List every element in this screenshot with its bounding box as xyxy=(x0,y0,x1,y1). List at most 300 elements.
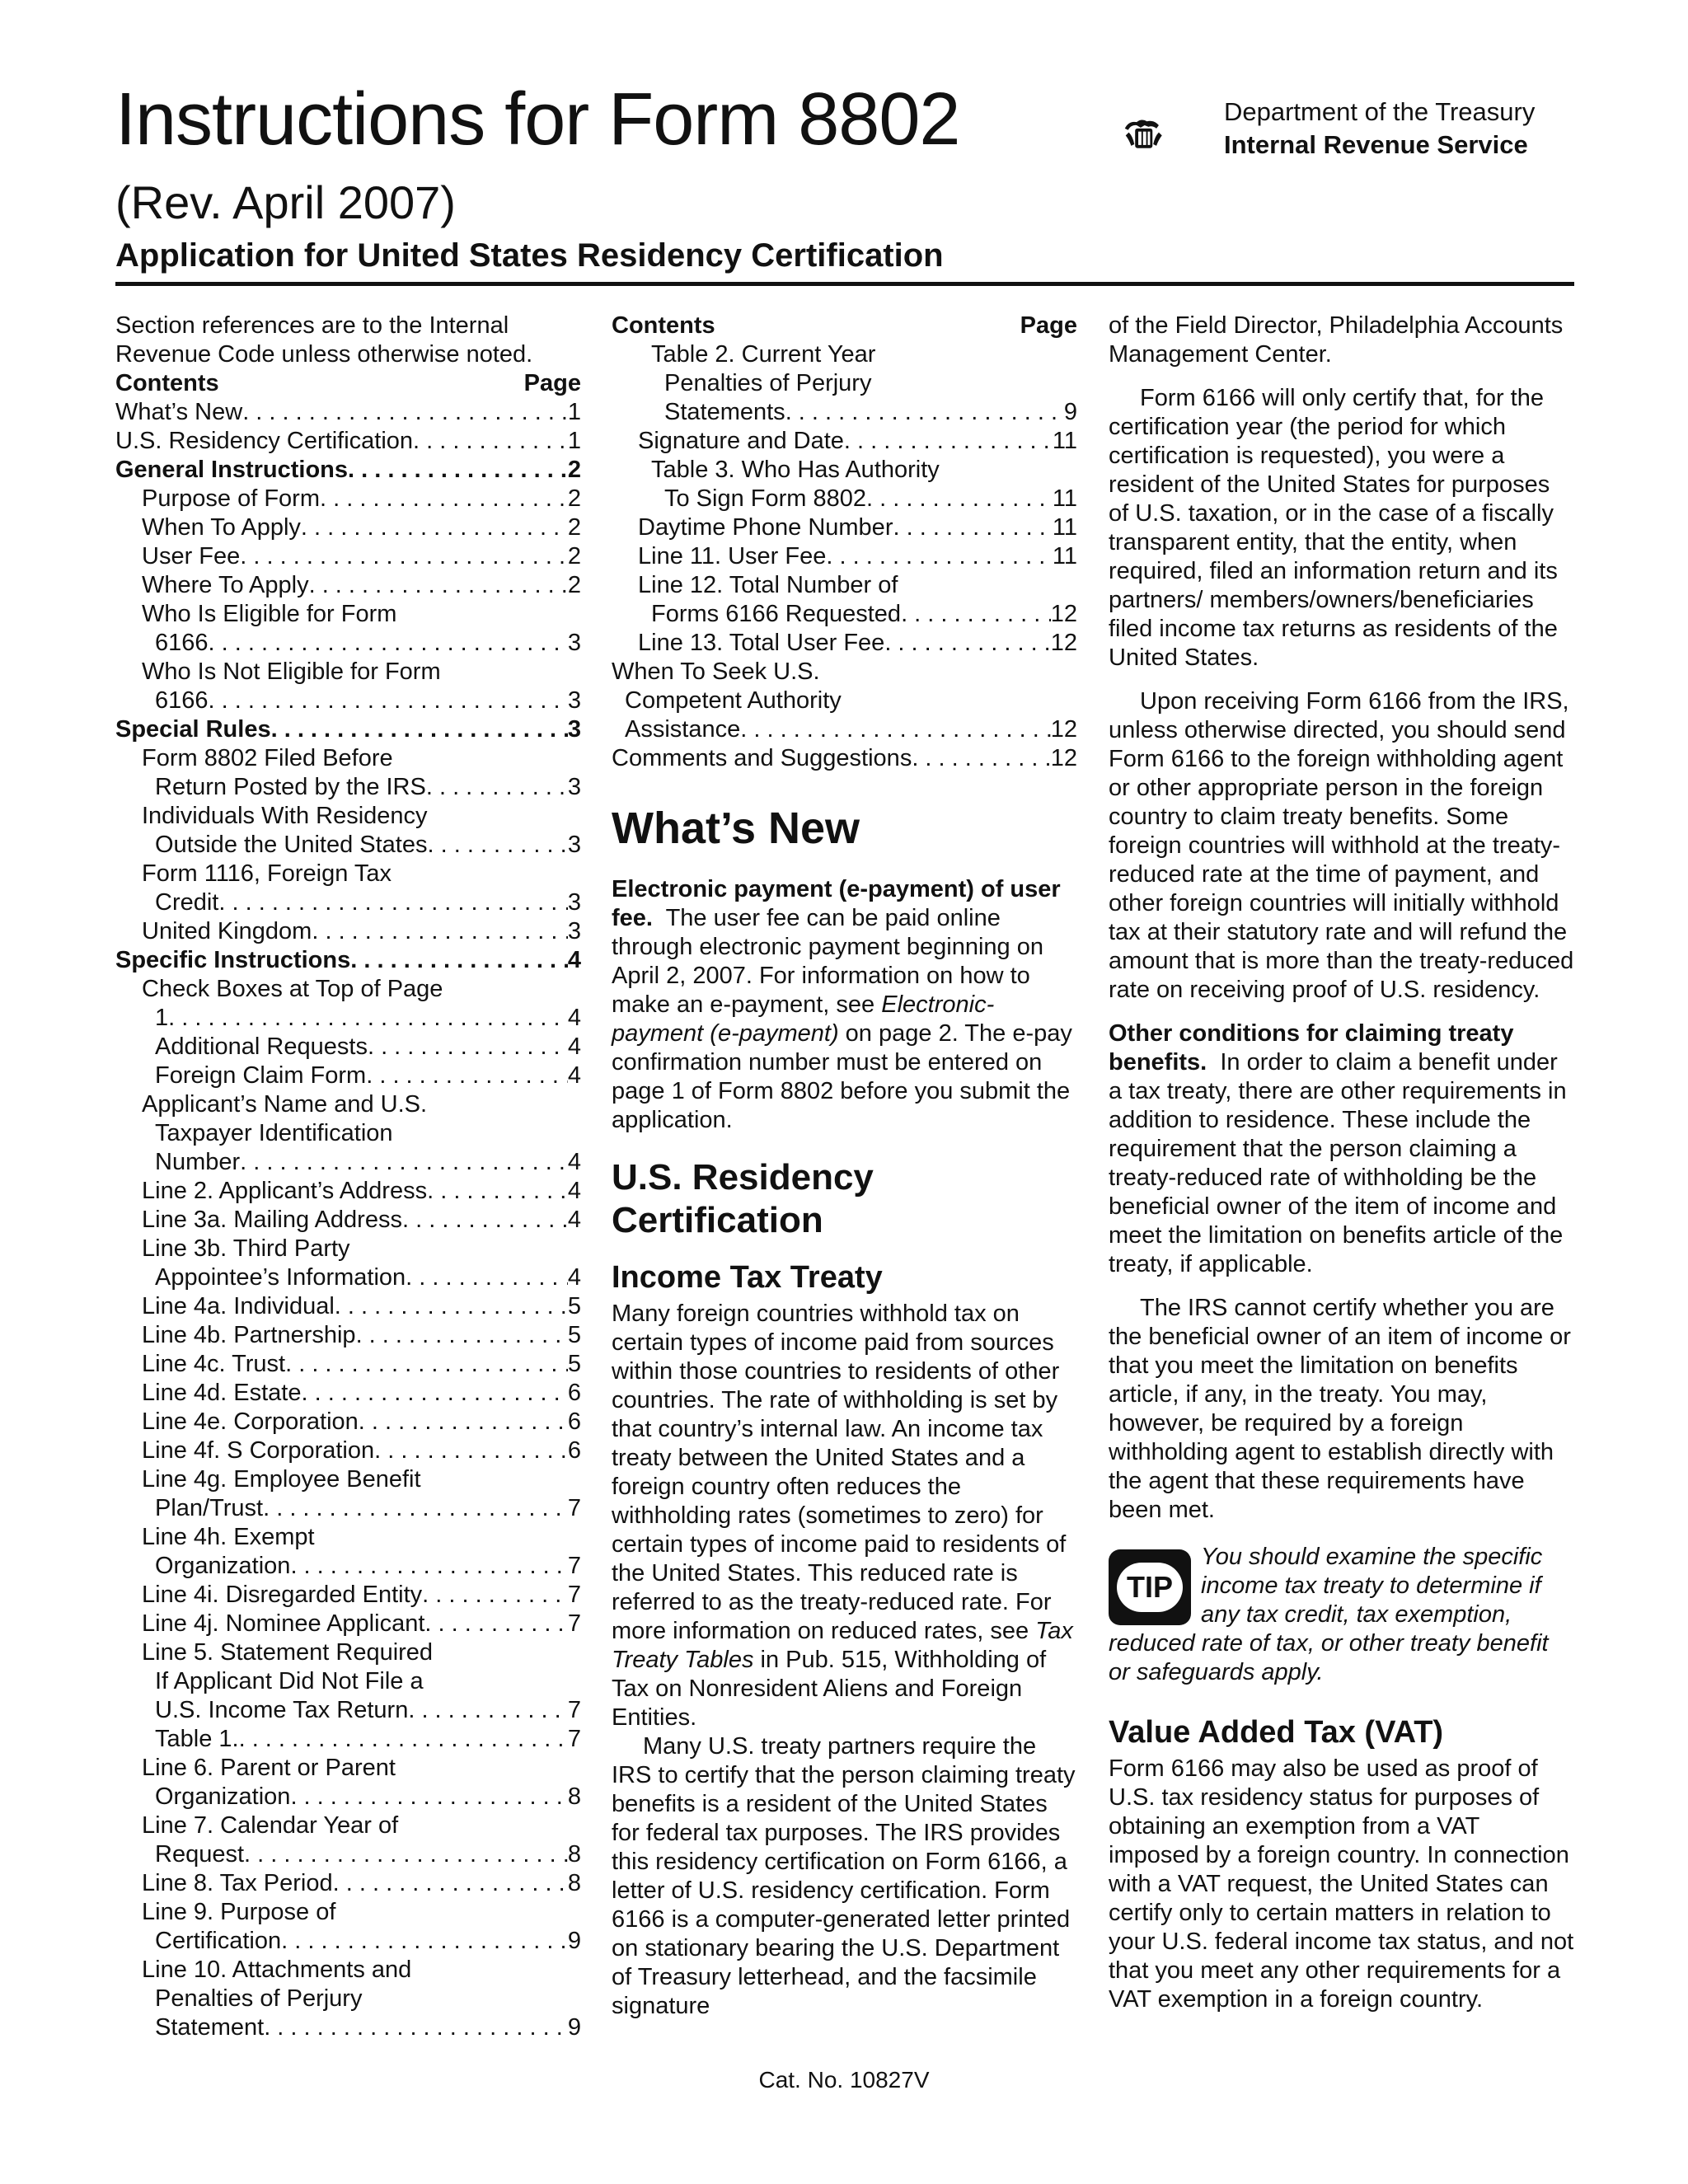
toc-page-number: 5 xyxy=(567,1322,581,1348)
toc-entry xyxy=(612,513,1077,542)
toc-leader-dots xyxy=(402,1206,568,1235)
toc-entry-title: 1 xyxy=(155,1005,169,1031)
toc-entry-row xyxy=(142,1610,581,1638)
contents-label: Contents xyxy=(612,312,715,339)
toc-entry-line: Line 9. Purpose of xyxy=(142,1899,336,1925)
header-divider xyxy=(115,282,1574,286)
toc-entry-line: If Applicant Did Not File a xyxy=(155,1668,424,1694)
toc-entry xyxy=(115,860,581,917)
toc-entry-row xyxy=(638,542,1077,571)
toc-page-number: 4 xyxy=(567,1033,581,1060)
toc-entry-row xyxy=(142,1292,581,1321)
toc-entry-row xyxy=(651,485,1077,513)
toc-entry-row xyxy=(142,1494,581,1523)
toc-page-number: 7 xyxy=(567,1495,581,1521)
toc-page-number: 11 xyxy=(1052,514,1077,541)
toc-leader-dots xyxy=(426,773,568,802)
toc-entry-title: U.S. Residency Certification xyxy=(115,428,414,454)
toc-leader-dots xyxy=(333,1869,568,1898)
toc-entry xyxy=(115,1869,581,1898)
toc-entry-title: Specific Instructions xyxy=(115,947,351,973)
toc-entry xyxy=(115,1956,581,2042)
toc-entry-row xyxy=(142,1840,581,1869)
toc-entry-row xyxy=(142,687,581,715)
toc-entry-title: Appointee’s Information xyxy=(155,1264,406,1291)
toc-entry xyxy=(115,427,581,456)
toc-entry-row xyxy=(142,571,581,600)
toc-page-number: 9 xyxy=(567,2014,581,2041)
tip-line-2: income tax treaty to determine if xyxy=(1201,1572,1541,1599)
document-title: Instructions for Form 8802 xyxy=(115,78,960,161)
toc-entry-row xyxy=(142,888,581,917)
toc-page-number: 1 xyxy=(567,428,581,454)
tax-treaty-tables-reference: Tax Treaty Tables xyxy=(612,1618,1073,1673)
toc-entry xyxy=(115,1898,581,1956)
toc-entry xyxy=(115,1811,581,1869)
toc-entry xyxy=(115,542,581,571)
toc-entry-line: Table 3. Who Has Authority xyxy=(651,457,940,483)
vat-heading: Value Added Tax (VAT) xyxy=(1109,1715,1444,1750)
department-name: Department of the Treasury xyxy=(1224,97,1536,126)
toc-entry-title: Line 4c. Trust xyxy=(142,1351,286,1377)
tip-line-rest: reduced rate of tax, or other treaty benefit or safeguards apply. xyxy=(1109,1630,1549,1685)
toc-entry-title: Return Posted by the IRS xyxy=(155,774,426,800)
toc-entry-row xyxy=(638,427,1077,456)
agency-block xyxy=(1224,96,1535,162)
treaty-paragraph-2: Many U.S. treaty partners require the IRS to certify that the person claiming treaty benefits is a resident of the United States for federal tax purposes. The IRS provides this residency certification on Form 6166, a letter of U.S. residency certification. Form 6166 is a computer-generated letter printed on stationary bearing the U.S. Department of Treasury letterhead, and the facsimile signature xyxy=(612,1733,1076,2019)
toc-leader-dots xyxy=(281,1927,568,1956)
toc-entry-line: Line 6. Parent or Parent xyxy=(142,1755,396,1781)
toc-leader-dots xyxy=(301,513,568,542)
toc-leader-dots xyxy=(290,1552,567,1581)
revision-date: (Rev. April 2007) xyxy=(115,176,456,228)
toc-entry-title: Special Rules xyxy=(115,716,271,743)
toc-leader-dots xyxy=(893,513,1052,542)
toc-page-number: 3 xyxy=(567,889,581,916)
tip-line-3: any tax credit, tax exemption, xyxy=(1201,1601,1512,1628)
toc-page-number: 4 xyxy=(567,1149,581,1175)
toc-entry-row xyxy=(142,1783,581,1811)
toc-page-number: 5 xyxy=(567,1293,581,1319)
contents-header xyxy=(612,312,1077,340)
toc-entry xyxy=(115,398,581,427)
toc-entry-title: Line 4i. Disregarded Entity xyxy=(142,1582,423,1608)
toc-leader-dots xyxy=(740,715,1051,744)
toc-leader-dots xyxy=(168,1004,568,1033)
toc-leader-dots xyxy=(785,398,1064,427)
toc-entry-row xyxy=(651,398,1077,427)
residency-certification-heading: U.S. Residency Certification xyxy=(612,1157,874,1240)
toc-page-number: 7 xyxy=(567,1726,581,1752)
toc-entry-row xyxy=(115,427,581,456)
toc-entry-row xyxy=(612,715,1077,744)
toc-entry-title: Daytime Phone Number xyxy=(638,514,893,541)
toc-entry-row xyxy=(142,485,581,513)
toc-entry xyxy=(115,1638,581,1725)
toc-entry-title: Line 4b. Partnership xyxy=(142,1322,356,1348)
treaty-paragraph-1 xyxy=(612,1300,1077,1732)
toc-entry xyxy=(115,1465,581,1523)
epay-text-2: on page 2. The e-pay confirmation number must be entered on page 1 of Form 8802 before you submit the application. xyxy=(612,1020,1072,1133)
toc-entry-row xyxy=(142,1379,581,1408)
toc-entry-row xyxy=(638,513,1077,542)
toc-entry xyxy=(115,1436,581,1465)
toc-entry-row xyxy=(142,513,581,542)
tip-line-1: You should examine the specific xyxy=(1201,1544,1543,1570)
toc-page-number: 3 xyxy=(567,918,581,944)
toc-entry-row xyxy=(638,600,1077,629)
toc-leader-dots xyxy=(406,1263,568,1292)
toc-entry xyxy=(115,715,581,744)
toc-page-number: 2 xyxy=(567,572,581,598)
toc-page-number: 7 xyxy=(567,1697,581,1723)
toc-leader-dots xyxy=(912,744,1050,773)
toc-entry-row xyxy=(142,1321,581,1350)
toc-leader-dots xyxy=(427,1177,568,1206)
toc-leader-dots xyxy=(408,1696,568,1725)
toc-entry-row xyxy=(142,1177,581,1206)
toc-entry-line: Line 5. Statement Required xyxy=(142,1639,434,1666)
column-3 xyxy=(1109,312,1574,2014)
toc-entry xyxy=(115,1350,581,1379)
toc-leader-dots xyxy=(244,1840,568,1869)
toc-entry-title: Signature and Date xyxy=(638,428,844,454)
other-conditions-text: In order to claim a benefit under a tax treaty, there are other requirements in addition to residence. These include the requirement that the person claiming a treaty-reduced rate of withholding be the beneficial owner of the item of income and meet the limitation on benefits article of the treaty, if applicable. xyxy=(1109,1049,1567,1277)
toc-entry xyxy=(612,629,1077,658)
toc-page-number: 2 xyxy=(567,457,581,483)
toc-entry xyxy=(115,1408,581,1436)
page-label: Page xyxy=(523,370,581,396)
receiving-form-6166-paragraph: Upon receiving Form 6166 from the IRS, unless otherwise directed, you should send Form 6166 to the foreign withholding agent or other appropriate person in the foreign country to claim treaty benefits. Some foreign countries will withhold at the treaty-reduced rate at the time of payment, and other foreign countries will initially withhold tax at their statutory rate and will refund the amount that is more than the treaty-reduced rate on receiving proof of U.S. residency. xyxy=(1109,688,1574,1003)
toc-entry-title: Where To Apply xyxy=(142,572,309,598)
treaty-text-2: in Pub. 515, Withholding of Tax on Nonresident Aliens and Foreign Entities. xyxy=(612,1647,1047,1731)
toc-page-number: 3 xyxy=(567,774,581,800)
toc-page-number: 4 xyxy=(567,947,581,973)
toc-page-number: 9 xyxy=(1063,399,1077,425)
toc-leader-dots xyxy=(413,427,568,456)
toc-page-number: 7 xyxy=(567,1553,581,1579)
toc-entry xyxy=(115,485,581,513)
toc-leader-dots xyxy=(427,831,567,860)
toc-entry xyxy=(115,1292,581,1321)
toc-entry xyxy=(115,1379,581,1408)
toc-leader-dots xyxy=(218,888,568,917)
toc-entry-row xyxy=(612,744,1077,773)
toc-entry-line: Table 2. Current Year xyxy=(651,341,876,368)
toc-entry-title: 6166 xyxy=(155,687,209,714)
toc-entry-title: Line 4e. Corporation xyxy=(142,1408,359,1435)
toc-leader-dots xyxy=(320,485,568,513)
toc-page-number: 3 xyxy=(567,687,581,714)
column-2 xyxy=(612,312,1077,2021)
toc-entry xyxy=(115,1062,581,1090)
toc-entry-title: Organization xyxy=(155,1783,291,1810)
toc-entry xyxy=(115,1581,581,1610)
toc-page-number: 6 xyxy=(567,1380,581,1406)
toc-leader-dots xyxy=(290,1783,567,1811)
toc-entry-row xyxy=(142,1148,581,1177)
toc-entry xyxy=(115,1610,581,1638)
toc-entry xyxy=(612,456,1077,513)
catalog-number: Cat. No. 10827V xyxy=(758,2067,930,2093)
toc-entry-row xyxy=(155,1062,581,1090)
toc-entry-title: General Instructions xyxy=(115,457,349,483)
toc-entry-title: Purpose of Form xyxy=(142,485,320,512)
toc-entry-title: Line 13. Total User Fee xyxy=(638,630,885,656)
toc-entry-title: Statement xyxy=(155,2014,265,2041)
toc-leader-dots xyxy=(424,1610,567,1638)
toc-leader-dots xyxy=(901,600,1051,629)
toc-entry xyxy=(115,1177,581,1206)
agency-name: Internal Revenue Service xyxy=(1224,130,1528,159)
toc-leader-dots xyxy=(285,1350,568,1379)
toc-entry xyxy=(115,1725,581,1754)
toc-entry-row xyxy=(142,1552,581,1581)
toc-entry xyxy=(115,513,581,542)
toc-page-number: 12 xyxy=(1050,745,1077,771)
toc-entry-title: Statements xyxy=(664,399,785,425)
toc-entry xyxy=(612,542,1077,571)
other-conditions-paragraph xyxy=(1109,1019,1574,1279)
toc-entry xyxy=(612,340,1077,427)
toc-entry-row xyxy=(155,1033,581,1062)
toc-leader-dots xyxy=(359,1408,568,1436)
whats-new-heading: What’s New xyxy=(612,804,860,853)
toc-entry-row xyxy=(142,1206,581,1235)
toc-entry-title: Line 3a. Mailing Address xyxy=(142,1207,402,1233)
toc-leader-dots xyxy=(263,1494,568,1523)
toc-entry-row xyxy=(142,542,581,571)
epay-reference: Electronic-payment (e-payment) xyxy=(612,991,995,1047)
toc-entry xyxy=(115,744,581,802)
toc-entry-title: Foreign Claim Form xyxy=(155,1062,367,1089)
toc-page-number: 11 xyxy=(1052,428,1077,454)
toc-entry-row xyxy=(638,629,1077,658)
toc-entry xyxy=(115,571,581,600)
toc-entry-line: Applicant’s Name and U.S. xyxy=(142,1091,428,1118)
toc-entry-title: Comments and Suggestions xyxy=(612,745,912,771)
toc-leader-dots xyxy=(884,629,1050,658)
toc-entry-line: Taxpayer Identification xyxy=(155,1120,393,1146)
toc-page-number: 2 xyxy=(567,543,581,569)
toc-page-number: 1 xyxy=(567,399,581,425)
toc-entry xyxy=(612,571,1077,629)
page-label: Page xyxy=(1020,312,1077,339)
toc-page-number: 4 xyxy=(567,1207,581,1233)
toc-entry-line: Line 7. Calendar Year of xyxy=(142,1812,399,1839)
toc-entry-title: Line 8. Tax Period xyxy=(142,1870,333,1896)
document-header xyxy=(115,78,1574,288)
tip-callout xyxy=(1109,1543,1574,1687)
toc-leader-dots xyxy=(374,1436,568,1465)
toc-entry-row xyxy=(142,917,581,946)
toc-entry-line: Line 4h. Exempt xyxy=(142,1524,315,1550)
toc-entry-title: Line 2. Applicant’s Address xyxy=(142,1178,428,1204)
toc-entry-line: Penalties of Perjury xyxy=(155,1985,363,2012)
toc-entry-row xyxy=(115,456,581,485)
toc-leader-dots xyxy=(271,715,568,744)
toc-entry xyxy=(115,1090,581,1177)
toc-entry-title: To Sign Form 8802 xyxy=(664,485,867,512)
toc-page-number: 4 xyxy=(567,1178,581,1204)
toc-entry-row xyxy=(142,1696,581,1725)
toc-leader-dots xyxy=(239,1725,568,1754)
toc-entry-title: Forms 6166 Requested xyxy=(651,601,902,627)
epay-paragraph xyxy=(612,875,1077,1135)
toc-entry-title: Line 4f. S Corporation xyxy=(142,1437,375,1464)
toc-entry-line: Line 12. Total Number of xyxy=(638,572,898,598)
form-6166-certify-paragraph: Form 6166 will only certify that, for the certification year (the period for which certification is requested), you were a resident of the United States for purposes of U.S. taxation, or in the case of a fiscally transparent entity, that the entity, when required, filed an information return and its partners/ members/owners/beneficiaries filed income tax returns as residents of the United States. xyxy=(1109,385,1558,671)
toc-page-number: 8 xyxy=(567,1783,581,1810)
toc-entry xyxy=(612,658,1077,744)
toc-entry-title: Request xyxy=(155,1841,245,1868)
toc-entry-title: Certification xyxy=(155,1928,282,1954)
toc-leader-dots xyxy=(368,1033,568,1062)
toc-entry xyxy=(115,1321,581,1350)
toc-entry-line: Line 3b. Third Party xyxy=(142,1235,350,1262)
toc-page-number: 6 xyxy=(567,1408,581,1435)
toc-entry xyxy=(115,1033,581,1062)
toc-page-number: 4 xyxy=(567,1005,581,1031)
toc-entry-title: Number xyxy=(155,1149,241,1175)
toc-entry xyxy=(115,1235,581,1292)
income-tax-treaty-heading: Income Tax Treaty xyxy=(612,1260,883,1295)
toc-leader-dots xyxy=(264,2013,568,2042)
toc-entry xyxy=(115,917,581,946)
toc-entry-line: Form 8802 Filed Before xyxy=(142,745,393,771)
toc-entry-title: When To Apply xyxy=(142,514,301,541)
form-subtitle: Application for United States Residency Certification xyxy=(115,237,944,274)
toc-page-number: 9 xyxy=(567,1928,581,1954)
other-conditions-lead: Other conditions for claiming treaty benefits. xyxy=(1109,1020,1514,1076)
toc-entry xyxy=(115,1754,581,1811)
toc-entry-title: Line 11. User Fee xyxy=(638,543,827,569)
toc-page-number: 12 xyxy=(1050,601,1077,627)
toc-entry-title: Plan/Trust xyxy=(155,1495,264,1521)
toc-entry-line: Who Is Eligible for Form xyxy=(142,601,397,627)
toc-entry-row xyxy=(142,1263,581,1292)
toc-entry-row xyxy=(142,1581,581,1610)
toc-entry-line: Penalties of Perjury xyxy=(664,370,872,396)
toc-leader-dots xyxy=(422,1581,568,1610)
toc-page-number: 2 xyxy=(567,485,581,512)
paragraph-continued: of the Field Director, Philadelphia Accounts Management Center. xyxy=(1109,312,1564,368)
toc-entry xyxy=(115,600,581,658)
toc-leader-dots xyxy=(826,542,1053,571)
toc-leader-dots xyxy=(301,1379,567,1408)
toc-leader-dots xyxy=(312,917,568,946)
toc-entry-row xyxy=(142,831,581,860)
toc-entry-row xyxy=(115,715,581,744)
toc-entry-title: 6166 xyxy=(155,630,209,656)
toc-page-number: 4 xyxy=(567,1062,581,1089)
toc-leader-dots xyxy=(366,1062,568,1090)
toc-leader-dots xyxy=(335,1292,568,1321)
toc-entry-title: United Kingdom xyxy=(142,918,312,944)
toc-page-number: 2 xyxy=(567,514,581,541)
contents-label: Contents xyxy=(115,370,219,396)
toc-entry-line: Who Is Not Eligible for Form xyxy=(142,658,441,685)
toc-leader-dots xyxy=(356,1321,568,1350)
toc-leader-dots xyxy=(350,946,568,975)
toc-page-number: 4 xyxy=(567,1264,581,1291)
toc-leader-dots xyxy=(240,1148,568,1177)
section-references-note: Section references are to the Internal Revenue Code unless otherwise noted. xyxy=(115,312,533,368)
toc-entry xyxy=(115,975,581,1033)
toc-entry-title: Organization xyxy=(155,1553,291,1579)
toc-leader-dots xyxy=(348,456,568,485)
epay-text-1: The user fee can be paid online through electronic payment beginning on April 2, 2007. For information on how to make an e-payment, see xyxy=(612,905,1043,1018)
toc-page-number: 12 xyxy=(1050,716,1077,743)
toc-entry-title: Additional Requests xyxy=(155,1033,368,1060)
toc-page-number: 8 xyxy=(567,1870,581,1896)
toc-page-number: 11 xyxy=(1052,485,1077,512)
toc-entry-line: Competent Authority xyxy=(625,687,842,714)
toc-entry-line: Check Boxes at Top of Page xyxy=(142,976,443,1002)
toc-entry-row xyxy=(142,629,581,658)
toc-entry-row xyxy=(142,1869,581,1898)
toc-entry-row xyxy=(142,1004,581,1033)
toc-entry-line: When To Seek U.S. xyxy=(612,658,820,685)
toc-page-number: 6 xyxy=(567,1437,581,1464)
toc-page-number: 3 xyxy=(567,832,581,858)
toc-entry-title: What’s New xyxy=(115,399,243,425)
table-of-contents-continued xyxy=(612,340,1077,773)
toc-leader-dots xyxy=(240,542,568,571)
toc-entry xyxy=(115,946,581,975)
beneficial-owner-paragraph: The IRS cannot certify whether you are the beneficial owner of an item of income or that you meet the limitation on benefits article, if any, in the treaty. You may, however, be required by a foreign withholding agent to establish directly with the agent that these requirements have been met. xyxy=(1109,1295,1571,1523)
toc-page-number: 7 xyxy=(567,1582,581,1608)
toc-entry-line: Line 10. Attachments and xyxy=(142,1957,412,1983)
toc-entry xyxy=(612,427,1077,456)
toc-leader-dots xyxy=(209,687,568,715)
toc-entry xyxy=(115,1523,581,1581)
toc-leader-dots xyxy=(844,427,1053,456)
irs-eagle-logo-icon xyxy=(1121,97,1212,171)
vat-paragraph: Form 6166 may also be used as proof of U.S. tax residency status for purposes of obtaining an exemption from a VAT imposed by a foreign country. In connection with a VAT request, the United States can certify only to certain matters in relation to your U.S. federal income tax status, and not that you meet any other requirements for a VAT exemption in a foreign country. xyxy=(1109,1755,1574,2013)
toc-entry-title: Line 4a. Individual xyxy=(142,1293,335,1319)
toc-entry-title: Outside the United States xyxy=(155,832,428,858)
toc-page-number: 3 xyxy=(567,716,581,743)
toc-entry-line: Individuals With Residency xyxy=(142,803,428,829)
toc-entry xyxy=(115,456,581,485)
toc-entry-title: Line 4d. Estate xyxy=(142,1380,302,1406)
toc-entry xyxy=(612,744,1077,773)
toc-page-number: 11 xyxy=(1052,543,1077,569)
toc-entry-row xyxy=(142,1408,581,1436)
toc-entry-row xyxy=(115,946,581,975)
toc-page-number: 7 xyxy=(567,1610,581,1637)
toc-entry-title: U.S. Income Tax Return xyxy=(155,1697,409,1723)
toc-leader-dots xyxy=(209,629,568,658)
toc-entry-row xyxy=(142,1350,581,1379)
toc-leader-dots xyxy=(242,398,568,427)
toc-page-number: 3 xyxy=(567,630,581,656)
toc-entry-row xyxy=(142,2013,581,2042)
toc-entry-row xyxy=(142,773,581,802)
toc-page-number: 5 xyxy=(567,1351,581,1377)
toc-entry xyxy=(115,658,581,715)
toc-entry-title: Credit xyxy=(155,889,219,916)
toc-entry xyxy=(115,1206,581,1235)
toc-entry-row xyxy=(155,1725,581,1754)
toc-entry-row xyxy=(142,1436,581,1465)
table-of-contents xyxy=(115,398,581,2042)
toc-entry-row xyxy=(142,1927,581,1956)
toc-entry-title: User Fee xyxy=(142,543,241,569)
contents-header xyxy=(115,369,581,398)
epay-lead: Electronic payment (e-payment) of user fee. xyxy=(612,876,1061,931)
